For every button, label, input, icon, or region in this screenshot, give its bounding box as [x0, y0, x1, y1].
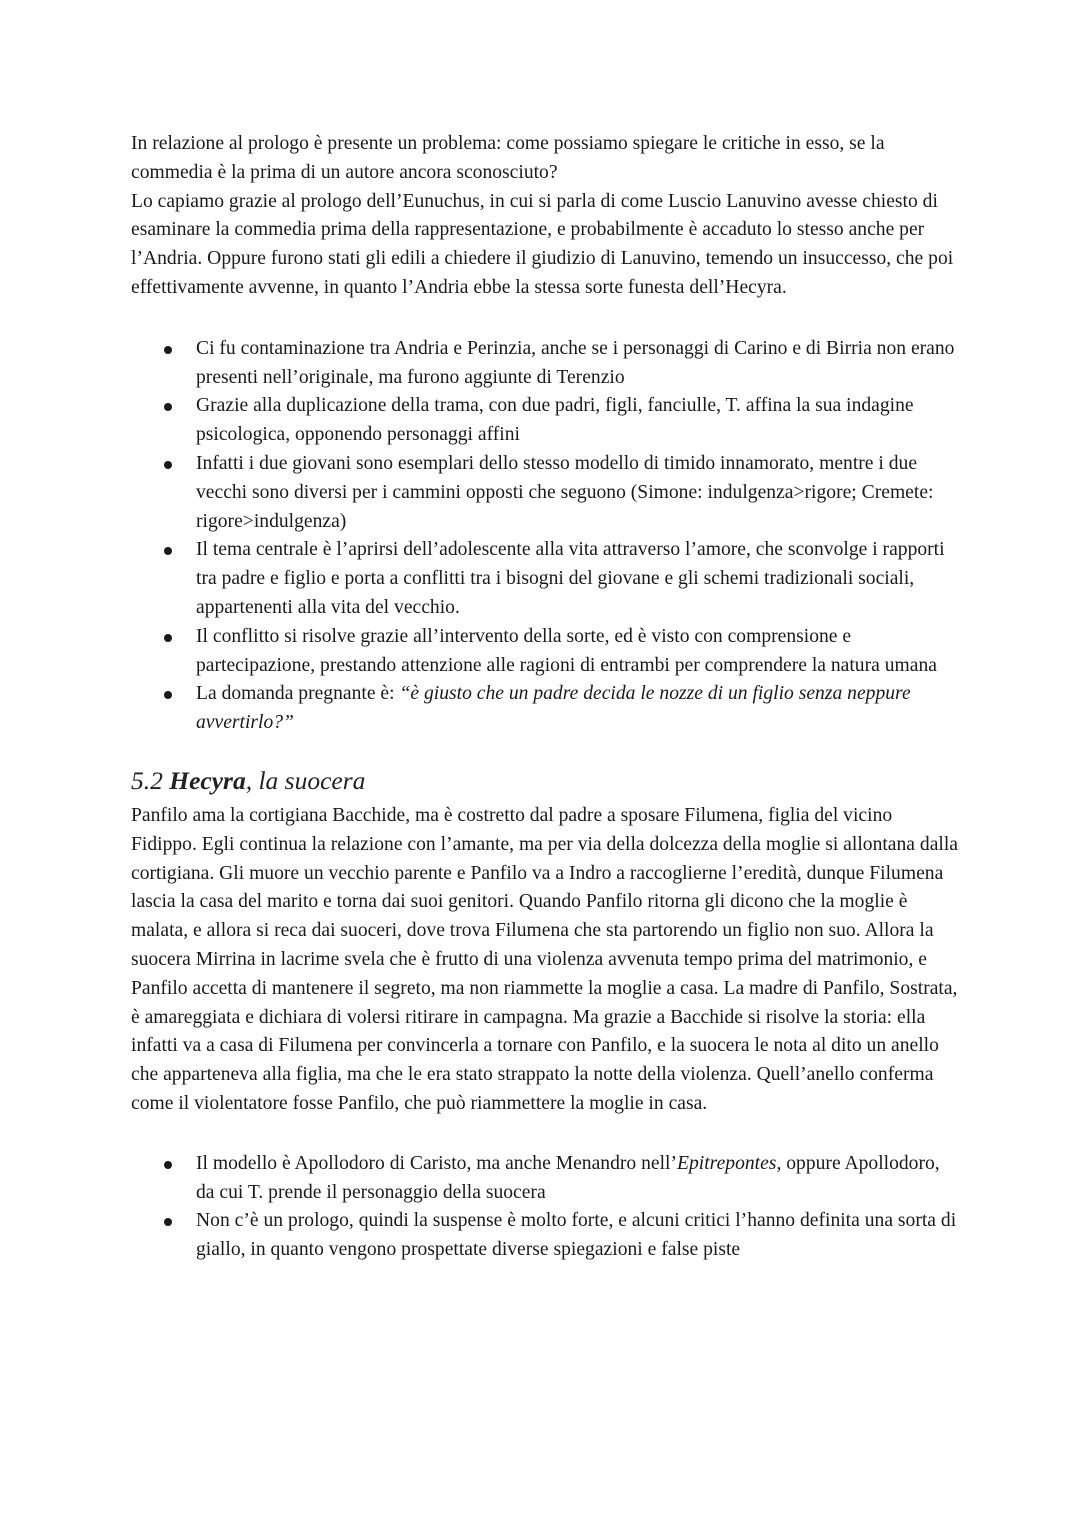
bullet-icon	[164, 461, 172, 469]
bullet-icon	[164, 691, 172, 699]
list-item	[131, 1150, 961, 1208]
list-item-text: Il conflitto si risolve grazie all’intervento della sorte, ed è visto con comprensione e partecipazione, prestando attenzione alle ragioni di entrambi per comprendere la natura umana	[196, 625, 937, 676]
section-title-rest: , la suocera	[245, 765, 366, 795]
question-lead: La domanda pregnante è:	[196, 683, 400, 705]
list-item	[131, 450, 961, 536]
intro-paragraph-2: Lo capiamo grazie al prologo dell’Eunuchus, in cui si parla di come Luscio Lanuvino avesse chiesto di esaminare la commedia prima della rappresentazione, e probabilmente è accaduto lo stesso anche per l’Andria. Oppure furono stati gli edili a chiedere il giudizio di Lanuvino, temendo un insuccesso, che poi effettivamente avvenne, in quanto l’Andria ebbe la stessa sorte funesta dell’Hecyra.	[131, 190, 954, 298]
question-quote: “è giusto che un padre decida le nozze di un figlio senza neppure avvertirlo?”	[196, 683, 911, 734]
list-item	[131, 623, 961, 681]
list-item-text: Il tema centrale è l’aprirsi dell’adolescente alla vita attraverso l’amore, che sconvolge i rapporti tra padre e figlio e porta a conflitti tra i bisogni del giovane e gli schemi tradizionali sociali, appartenenti alla vita del vecchio.	[196, 539, 945, 618]
list-item	[131, 392, 961, 450]
document-page	[131, 130, 961, 1265]
list-item	[131, 536, 961, 622]
list-item-text: Non c’è un prologo, quindi la suspense è molto forte, e alcuni critici l’hanno definita una sorta di giallo, in quanto vengono prospettate diverse spiegazioni e false piste	[196, 1210, 957, 1261]
list-item-text-pre: Il modello è Apollodoro di Caristo, ma anche Menandro nell’	[196, 1152, 678, 1174]
list-item-text: Ci fu contaminazione tra Andria e Perinzia, anche se i personaggi di Carino e di Birria non erano presenti nell’originale, ma furono aggiunte di Terenzio	[196, 337, 955, 388]
section-number: 5.2	[131, 765, 163, 795]
bullet-icon	[164, 547, 172, 555]
bullet-icon	[164, 403, 172, 411]
list-item	[131, 680, 961, 738]
list-item	[131, 1207, 961, 1265]
list-item	[131, 335, 961, 393]
section-title-bold: Hecyra	[169, 765, 246, 795]
list-item-text-post: , oppure Apollodoro, da cui T. prende il personaggio della suocera	[196, 1152, 940, 1203]
hecyra-bullet-list	[131, 1150, 961, 1265]
andria-bullet-list	[131, 335, 961, 738]
bullet-icon	[164, 634, 172, 642]
hecyra-plot-paragraph: Panfilo ama la cortigiana Bacchide, ma è costretto dal padre a sposare Filumena, figlia del vicino Fidippo. Egli continua la relazione con l’amante, ma per via della dolcezza della moglie si allontana dalla cortigiana. Gli muore un vecchio parente e Panfilo va a Indro a raccoglierne l’eredità, dunque Filumena lascia la casa del marito e torna dai suoi genitori. Quando Panfilo ritorna gli dicono che la moglie è malata, e allora si reca dai suoceri, dove trova Filumena che sta partorendo un figlio non suo. Allora la suocera Mirrina in lacrime svela che è frutto di una violenza avvenuta tempo prima del matrimonio, e Panfilo accetta di mantenere il segreto, ma non riammette la moglie a casa. La madre di Panfilo, Sostrata, è amareggiata e dichiara di volersi ritirare in campagna. Ma grazie a Bacchide si risolve la storia: ella infatti va a casa di Filumena per convincerla a tornare con Panfilo, e la suocera le nota al dito un anello che apparteneva alla figlia, ma che le era stato strappato la notte della violenza. Quell’anello conferma come il violentatore fosse Panfilo, che può riammettere la moglie in casa.	[131, 804, 958, 1114]
bullet-icon	[164, 346, 172, 354]
list-item-text-italic: Epitrepontes	[677, 1152, 777, 1174]
list-item-text: Infatti i due giovani sono esemplari dello stesso modello di timido innamorato, mentre i due vecchi sono diversi per i cammini opposti che seguono (Simone: indulgenza>rigore; Cremete: rigore>indulgenza)	[196, 452, 934, 532]
bullet-icon	[164, 1161, 172, 1169]
bullet-icon	[164, 1218, 172, 1226]
intro-paragraph-1: In relazione al prologo è presente un problema: come possiamo spiegare le critiche in esso, se la commedia è la prima di un autore ancora sconosciuto?	[131, 133, 885, 183]
list-item-text: Grazie alla duplicazione della trama, con due padri, figli, fanciulle, T. affina la sua indagine psicologica, opponendo personaggi affini	[196, 395, 914, 446]
section-heading	[131, 764, 961, 798]
